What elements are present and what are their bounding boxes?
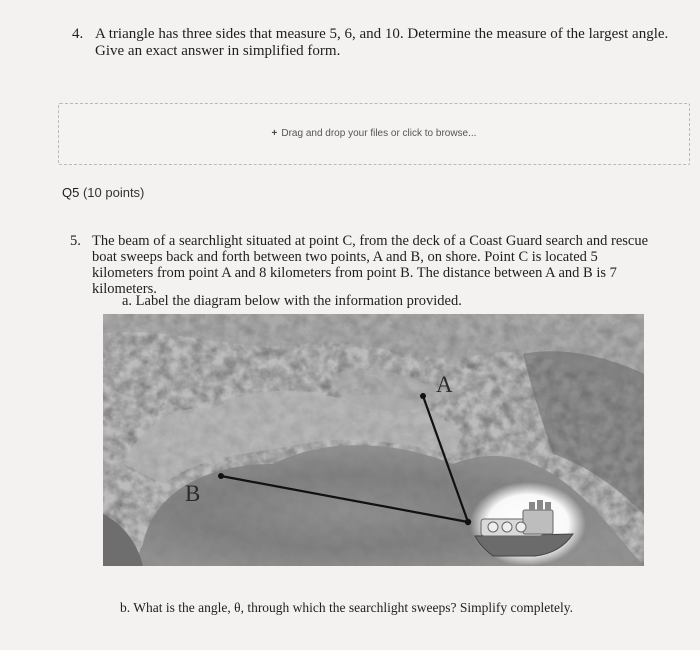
question-4-number: 4.	[72, 26, 84, 42]
question-5-number: 5.	[70, 233, 81, 249]
file-dropzone[interactable]	[58, 103, 690, 165]
question-4-text: A triangle has three sides that measure 5, 6, and 10. Determine the measure of the largest angle. Give an exact answer in simplified form.	[95, 26, 669, 59]
plus-icon: +	[271, 128, 278, 139]
point-a	[420, 393, 426, 399]
label-b: B	[185, 481, 201, 506]
question-5-part-a: a. Label the diagram below with the information provided.	[122, 293, 462, 309]
question-5-points: (10 points)	[82, 185, 145, 200]
point-c	[465, 519, 471, 525]
dropzone-hint[interactable]	[59, 128, 689, 139]
searchlight-diagram	[103, 314, 644, 566]
question-5-text: The beam of a searchlight situated at point C, from the deck of a Coast Guard search and rescue boat sweeps back and forth between two points, A and B, on shore. Point C is located 5 kilometers from point A and 8 kilometers from point B. The distance between A and B is 7 kilometers.	[92, 233, 649, 297]
dropzone-label: Drag and drop your files or click to browse...	[281, 128, 477, 139]
question-5-title: Q5	[62, 185, 80, 200]
point-b	[218, 473, 224, 479]
question-5-header	[62, 185, 144, 200]
question-5-part-b: b. What is the angle, θ, through which the searchlight sweeps? Simplify completely.	[120, 600, 573, 615]
label-a: A	[436, 372, 453, 397]
